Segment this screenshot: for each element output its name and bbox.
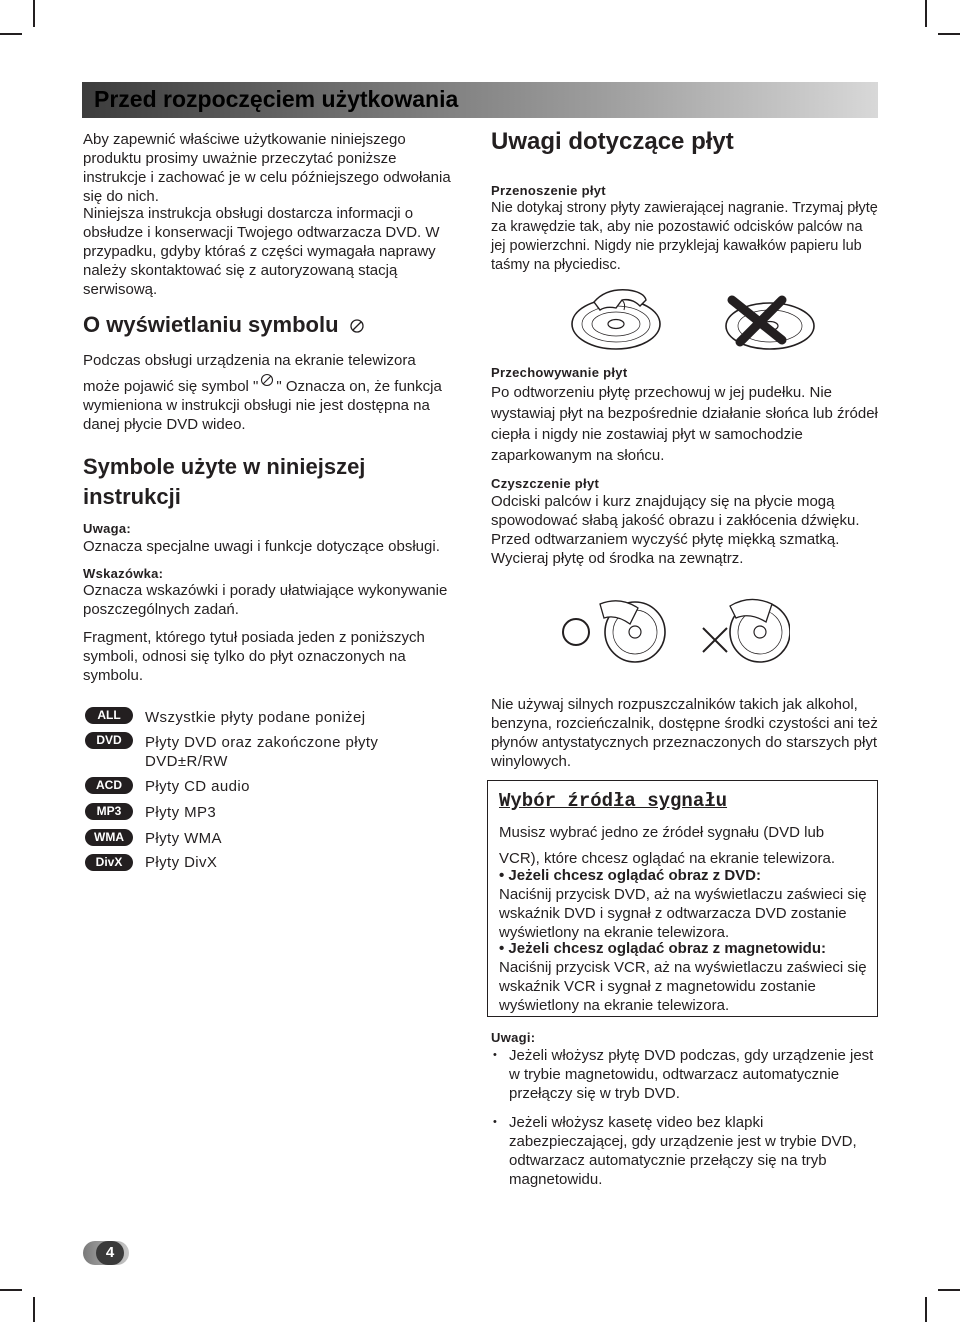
- disc-badge: WMA: [85, 829, 133, 846]
- source-heading: Wybór źródła sygnału: [499, 790, 728, 812]
- solvents-text: Nie używaj silnych rozpuszczalników takich jak alkohol, benzyna, rozcieńczalnik, dostępne środki czystości ani też płynów antystatycznych przeznaczonych do starszych płyt winylowych.: [491, 696, 878, 770]
- page-title: Przed rozpoczęciem użytkowania: [94, 86, 459, 112]
- storage-label: Przechowywanie płyt: [491, 365, 628, 380]
- prohibited-icon: [349, 318, 365, 334]
- vcr-instruction: • Jeżeli chcesz oglądać obraz z magnetowidu: Naciśnij przycisk VCR, aż na wyświetlaczu zaświeci się wskaźnik VCR i sygnał z magnetowidu zostanie wyświetlony na ekranie telewizora.: [499, 940, 867, 1014]
- list-item: • Jeżeli włożysz kasetę video bez klapki zabezpieczającej, gdy urządzenie jest w trybie DVD, odtwarzacz automatycznie przełączy się na tryb magnetowidu.: [491, 1113, 876, 1189]
- disc-label: Płyty DivX: [145, 854, 218, 871]
- storage-text: Po odtworzeniu płytę przechowuj w jej pudełku. Nie wystawiaj płyt na bezpośrednie działanie słońca lub źródeł ciepła i nigdy nie zostawiaj płyt w samochodzie zaparkowanym na słońcu.: [491, 384, 878, 464]
- disc-handling-correct-illustration: [566, 284, 666, 352]
- crop-mark: [938, 1289, 960, 1291]
- crop-mark: [0, 1289, 22, 1291]
- uwaga-label: Uwaga:: [83, 521, 132, 536]
- crop-mark: [33, 1297, 35, 1322]
- intro-paragraph: Aby zapewnić właściwe użytkowanie niniejszego produktu prosimy uważnie przeczytać poniższe instrukcje i zachować je w celu późniejszego odwołania się do nich.: [83, 131, 451, 205]
- cleaning-label: Czyszczenie płyt: [491, 476, 600, 491]
- notes-list: [491, 1046, 876, 1199]
- disc-cleaning-illustration: [560, 594, 790, 664]
- wskazowka-label: Wskazówka:: [83, 566, 164, 581]
- disc-handling-wrong-illustration: [722, 290, 818, 352]
- dvd-instruction: • Jeżeli chcesz oglądać obraz z DVD: Naciśnij przycisk DVD, aż na wyświetlaczu zaświeci się wskaźnik DVD i sygnał z odtwarzacza DVD zostanie wyświetlony na ekranie telewizora.: [499, 867, 867, 941]
- disc-badge: ALL: [85, 707, 133, 724]
- disc-symbol-row: [85, 706, 366, 726]
- fragment-text: Fragment, którego tytuł posiada jeden z poniższych symboli, odnosi się tylko do płyt oznaczonych na symbolu.: [83, 629, 425, 684]
- disc-badge: DVD: [85, 732, 133, 749]
- crop-mark: [938, 33, 960, 35]
- disc-symbol-row: [85, 802, 217, 821]
- notes-label: Uwagi:: [491, 1030, 536, 1045]
- handling-label: Przenoszenie płyt: [491, 183, 606, 198]
- crop-mark: [925, 0, 927, 27]
- crop-mark: [0, 33, 22, 35]
- prohibited-icon: [260, 373, 274, 387]
- crop-mark: [33, 0, 35, 27]
- crop-mark: [925, 1297, 927, 1322]
- disc-symbol-row: [85, 853, 218, 871]
- disc-label: Wszystkie płyty podane poniżej: [145, 709, 366, 726]
- disc-label: Płyty WMA: [145, 830, 222, 847]
- disc-label: Płyty MP3: [145, 804, 217, 821]
- disc-symbol-row: [85, 828, 222, 847]
- disc-badge: DivX: [85, 854, 133, 871]
- manual-paragraph: Niniejsza instrukcja obsługi dostarcza informacji o obsłudze i konserwacji Twojego odtwarzacza DVD. W przypadku, gdyby któraś z części wymagała naprawy należy skontaktować się z autoryzowaną stacją serwisową.: [83, 205, 440, 298]
- page-number: 4: [96, 1241, 124, 1265]
- cleaning-text: Odciski palców i kurz znajdujący się na płycie mogą spowodować słabą jakość obrazu i zakłócenia dźwięku. Przed odtwarzaniem wyczyść płytę miękką szmatką. Wycieraj płytę od środka na zewnątrz.: [491, 493, 860, 567]
- symbol-line-3: wymieniona w instrukcji obsługi nie jest dostępna na danej płycie DVD wideo.: [83, 397, 430, 433]
- disc-label: Płyty CD audio: [145, 778, 250, 795]
- disc-symbol-row: [85, 731, 379, 770]
- disc-badge: MP3: [85, 803, 133, 820]
- disc-label: Płyty DVD oraz zakończone płyty DVD±R/RW: [145, 734, 379, 770]
- symbol-line-1: Podczas obsługi urządzenia na ekranie telewizora: [83, 352, 416, 369]
- list-item: • Jeżeli włożysz płytę DVD podczas, gdy urządzenie jest w trybie magnetowidu, odtwarzacz automatycznie przełączy się w tryb DVD.: [491, 1046, 876, 1103]
- symbol-line-2: może pojawić się symbol " " Oznacza on, że funkcja: [83, 377, 473, 396]
- source-intro: Musisz wybrać jedno ze źródeł sygnału (DVD lub VCR), które chcesz oglądać na ekranie telewizora.: [499, 824, 835, 867]
- discs-heading: Uwagi dotyczące płyt: [491, 128, 734, 155]
- disc-badge: ACD: [85, 777, 133, 794]
- handling-text: Nie dotykaj strony płyty zawierającej nagranie. Trzymaj płytę za krawędzie tak, aby nie pozostawić odcisków palców na jej powierzchni. Nigdy nie przyklejaj kawałków papieru lub taśmy na płyciedisc.: [491, 200, 878, 273]
- wrong-x-icon: [700, 625, 730, 655]
- disc-symbol-row: [85, 776, 250, 795]
- symbol-heading: O wyświetlaniu symbolu: [83, 312, 365, 338]
- uwaga-text: Oznacza specjalne uwagi i funkcje dotyczące obsługi.: [83, 538, 440, 555]
- symbols-heading: Symbole użyte w niniejszej instrukcji: [83, 454, 366, 509]
- wskazowka-text: Oznacza wskazówki i porady ułatwiające wykonywanie poszczególnych zadań.: [83, 582, 448, 618]
